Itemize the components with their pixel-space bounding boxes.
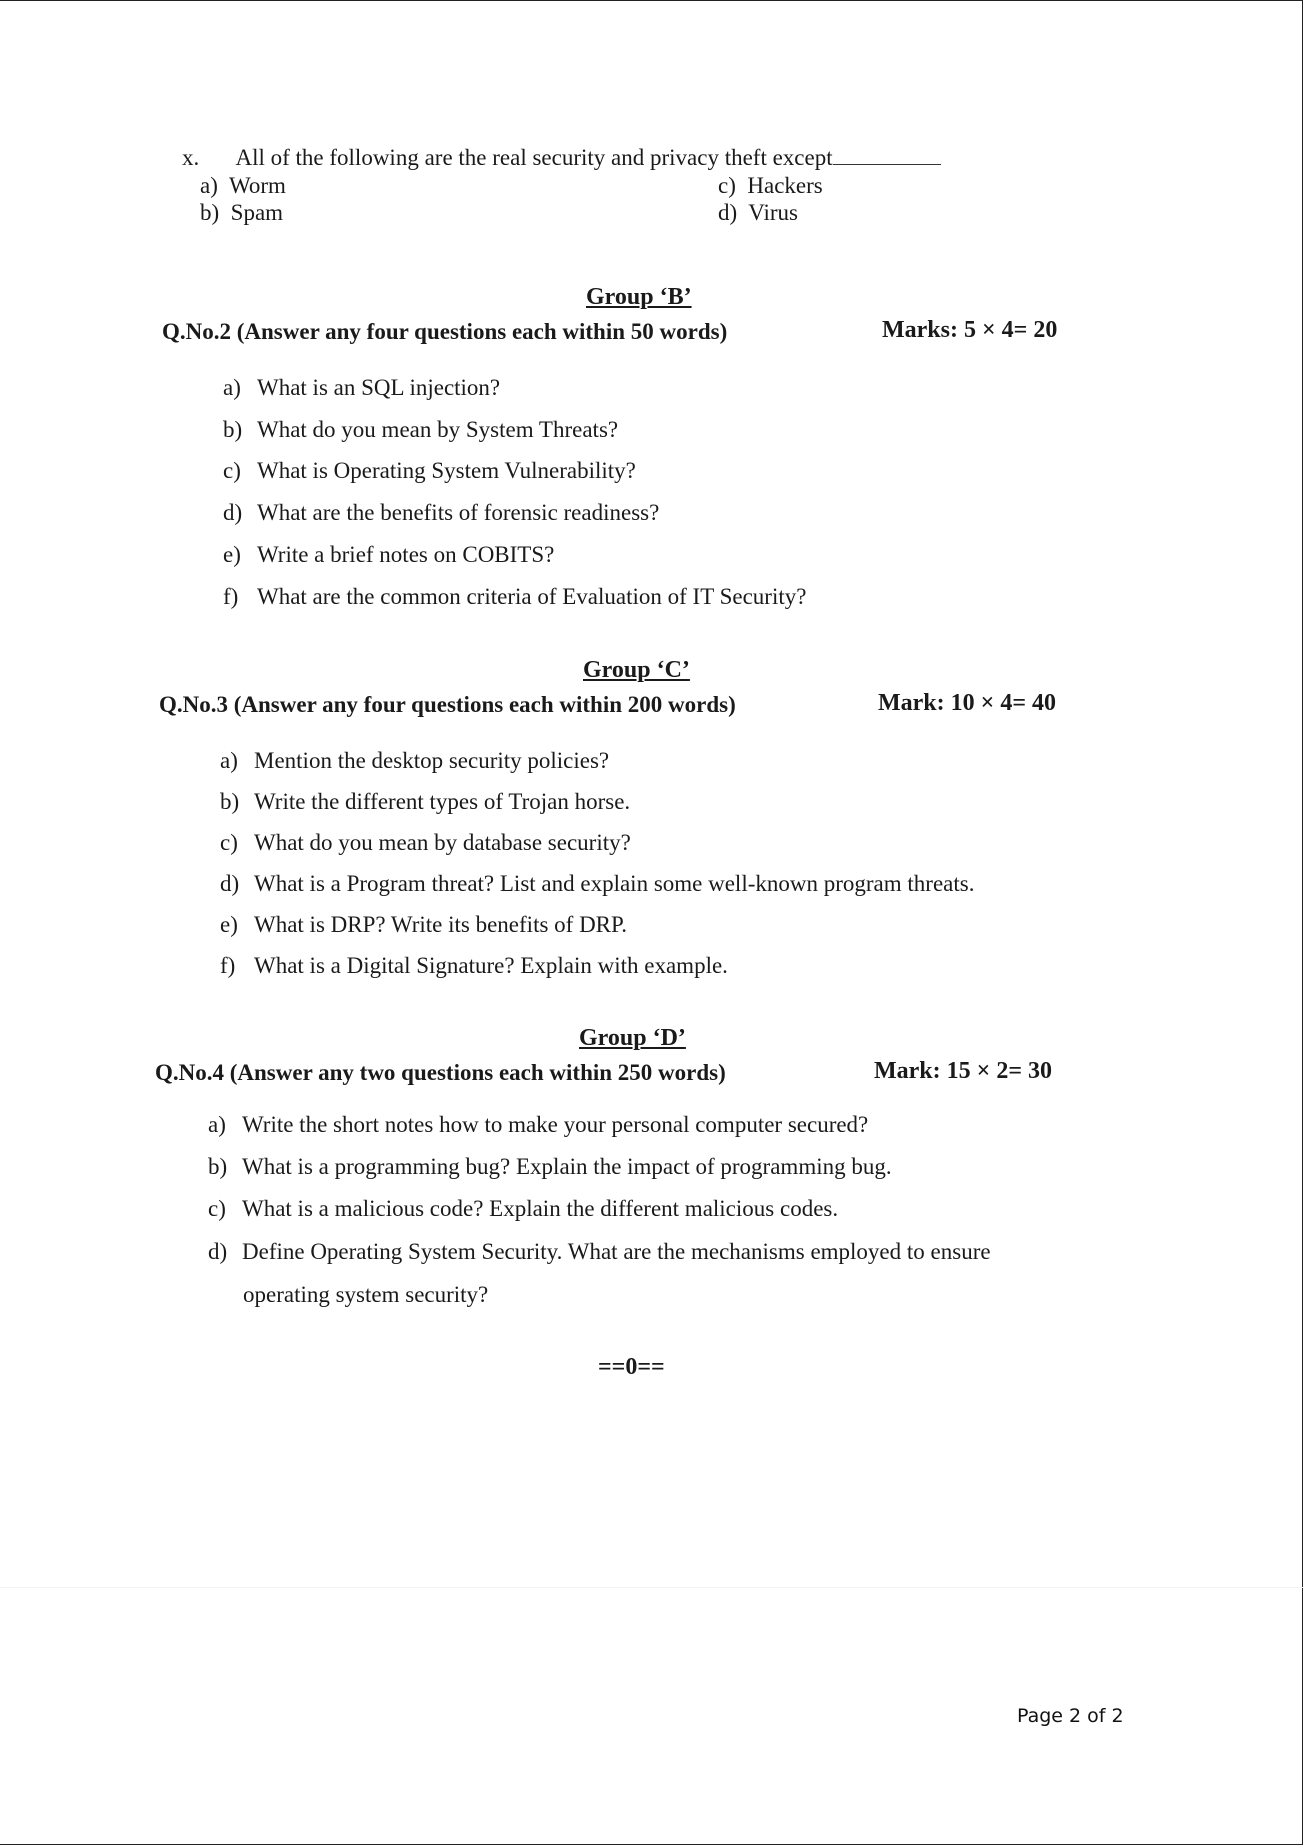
item-text: What is a Program threat? List and explain some well-known program threats.	[254, 871, 975, 896]
question-item	[223, 500, 659, 526]
group-c-heading: Q.No.3 (Answer any four questions each within 200 words)	[159, 692, 736, 717]
question-item	[208, 1239, 991, 1265]
question-item	[220, 830, 631, 856]
option-label: c)	[718, 173, 736, 198]
page-number: Page 2 of 2	[1017, 1705, 1124, 1727]
mcq-question-text: All of the following are the real security and privacy theft except	[235, 145, 833, 170]
item-label: d)	[220, 871, 240, 896]
option-label: d)	[718, 200, 738, 225]
group-b-marks: Marks: 5 × 4= 20	[882, 317, 1058, 343]
question-item	[223, 458, 636, 484]
question-item	[220, 953, 728, 979]
item-text: What are the common criteria of Evaluation of IT Security?	[257, 584, 807, 609]
question-item	[220, 789, 630, 815]
item-text: What is a programming bug? Explain the impact of programming bug.	[242, 1154, 892, 1179]
group-d-marks: Mark: 15 × 2= 30	[874, 1058, 1052, 1084]
answer-blank	[833, 146, 941, 165]
item-text: What is a malicious code? Explain the different malicious codes.	[242, 1196, 839, 1221]
question-item-continuation: operating system security?	[243, 1282, 489, 1307]
option-text: Hackers	[747, 173, 823, 198]
item-text: Mention the desktop security policies?	[254, 748, 610, 773]
item-label: b)	[220, 789, 240, 814]
item-label: c)	[223, 458, 241, 483]
question-item	[223, 584, 806, 610]
option-text: Spam	[230, 200, 284, 225]
item-text: Define Operating System Security. What are the mechanisms employed to ensure	[242, 1239, 991, 1264]
item-label: b)	[208, 1154, 228, 1179]
mcq-number: x.	[182, 145, 200, 170]
option-text: Worm	[228, 173, 286, 198]
item-text: What is DRP? Write its benefits of DRP.	[254, 912, 628, 937]
item-label: c)	[208, 1196, 226, 1221]
item-label: c)	[220, 830, 238, 855]
group-d-heading: Q.No.4 (Answer any two questions each within 250 words)	[155, 1060, 726, 1085]
question-item	[223, 542, 554, 568]
option-label: a)	[200, 173, 218, 198]
group-b-heading: Q.No.2 (Answer any four questions each within 50 words)	[162, 319, 728, 344]
group-c-marks: Mark: 10 × 4= 40	[878, 690, 1056, 716]
mcq-option	[718, 200, 798, 226]
item-label: b)	[223, 417, 243, 442]
question-item	[220, 871, 974, 897]
item-label: e)	[223, 542, 241, 567]
mcq-option	[718, 173, 823, 199]
question-item	[223, 417, 618, 443]
question-item	[208, 1196, 838, 1222]
question-item	[223, 375, 500, 401]
question-item	[208, 1112, 868, 1138]
item-text: What is Operating System Vulnerability?	[257, 458, 636, 483]
mcq-option	[200, 173, 286, 199]
item-text: What is an SQL injection?	[257, 375, 501, 400]
item-text: Write a brief notes on COBITS?	[257, 542, 555, 567]
mcq-option	[200, 200, 283, 226]
group-b-title: Group ‘B’	[586, 284, 692, 310]
question-item	[208, 1154, 892, 1180]
group-c-title: Group ‘C’	[583, 657, 690, 683]
item-label: a)	[208, 1112, 226, 1137]
item-text: Write the different types of Trojan horse.	[254, 789, 631, 814]
question-item	[220, 912, 627, 938]
item-label: e)	[220, 912, 238, 937]
item-text: What do you mean by database security?	[254, 830, 631, 855]
option-text: Virus	[748, 200, 798, 225]
question-item	[220, 748, 609, 774]
item-text: What do you mean by System Threats?	[257, 417, 619, 442]
item-text: What is a Digital Signature? Explain with example.	[254, 953, 728, 978]
end-mark: ==0==	[598, 1354, 665, 1380]
option-label: b)	[200, 200, 220, 225]
item-text: Write the short notes how to make your personal computer secured?	[242, 1112, 869, 1137]
item-label: f)	[223, 584, 239, 609]
item-label: d)	[208, 1239, 228, 1264]
item-label: d)	[223, 500, 243, 525]
item-label: a)	[223, 375, 241, 400]
item-text: What are the benefits of forensic readiness?	[257, 500, 660, 525]
item-label: f)	[220, 953, 236, 978]
scan-artifact-line	[0, 1587, 1303, 1588]
group-d-title: Group ‘D’	[579, 1025, 686, 1051]
item-label: a)	[220, 748, 238, 773]
mcq-question	[182, 145, 941, 171]
